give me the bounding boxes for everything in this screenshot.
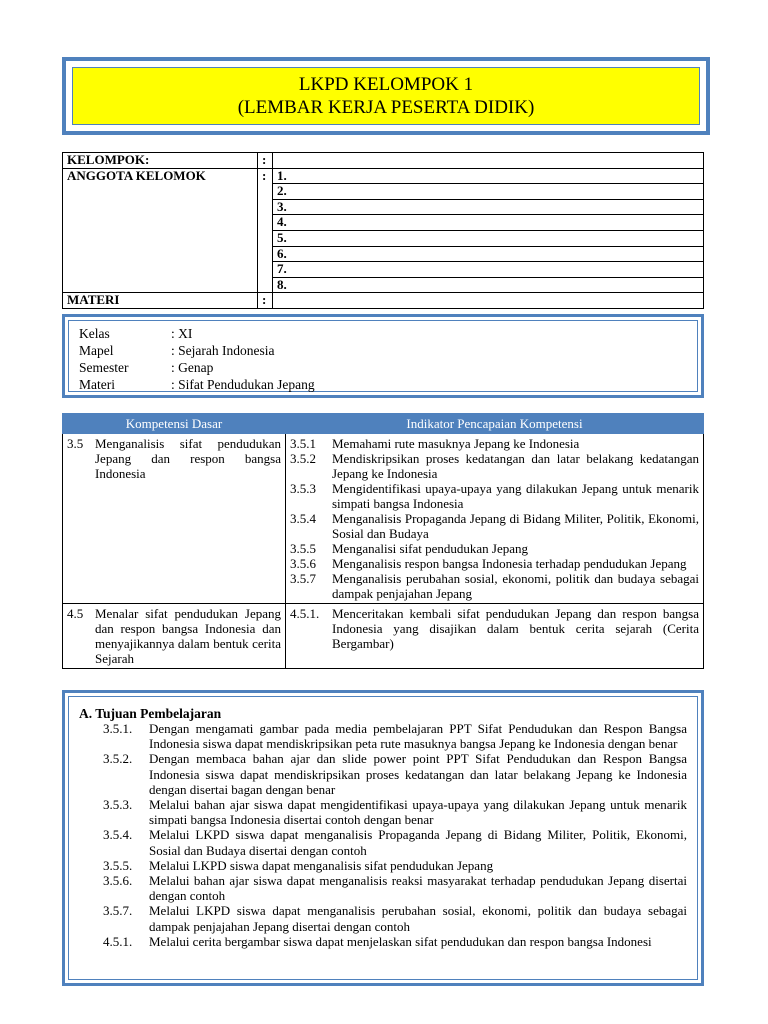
info-row-materi [79,377,315,393]
indicator-item: 3.5.7 Menganalisis perubahan sosial, ekonomi, politik dan budaya sebagai dampak penjajahan Jepang [290,571,699,601]
materi-field[interactable] [273,293,704,309]
member-row[interactable]: 2. [273,184,704,200]
info-row-semester [79,360,213,376]
objective-item: 3.5.7. Melalui LKPD siswa dapat menganalisis perubahan sosial, ekonomi, politik dan budaya sebagai dampak penjajahan Jepang disertai dengan contoh [103,903,687,934]
info-key: Materi [79,377,115,392]
member-row[interactable]: 7. [273,262,704,278]
member-row[interactable]: 1. [273,168,704,184]
member-row[interactable]: 8. [273,277,704,293]
indicator-item: 3.5.1 Memahami rute masuknya Jepang ke Indonesia [290,436,580,451]
group-table [62,152,704,309]
member-row[interactable]: 5. [273,230,704,246]
info-key: Semester [79,360,129,375]
member-row[interactable]: 4. [273,215,704,231]
info-value: : Sejarah Indonesia [171,343,275,358]
competency-table [62,413,704,669]
info-value: : XI [171,326,193,341]
kelompok-field[interactable] [273,153,704,169]
header-kompetensi-dasar: Kompetensi Dasar [63,414,286,434]
info-value: : Sifat Pendudukan Jepang [171,377,315,392]
objective-item: 4.5.1. Melalui cerita bergambar siswa dapat menjelaskan sifat pendudukan dan respon bangsa Indonesi [103,933,652,949]
materi-label: MATERI [63,293,258,309]
title-line-2: (LEMBAR KERJA PESERTA DIDIK) [237,97,535,118]
objective-item: 3.5.1. Dengan mengamati gambar pada media pembelajaran PPT Sifat Pendudukan dan Respon Bangsa Indonesia siswa dapat mendiskripsikan peta rute masuknya bangsa Jepang ke Indonesia dengan benar [103,721,687,752]
colon: : [258,153,273,169]
indicator-item: 3.5.2 Mendiskripsikan proses kedatangan dan latar belakang kedatangan Jepang ke Indonesia [290,451,699,481]
colon: : [258,168,273,293]
anggota-label: ANGGOTA KELOMOK [63,168,258,293]
objective-item: 3.5.6. Melalui bahan ajar siswa dapat menganalisis reaksi masyarakat terhadap pendudukan Jepang disertai dengan contoh [103,873,687,904]
kd-number: 4.5 [67,606,84,621]
objectives-heading: A. Tujuan Pembelajaran [79,706,222,721]
kd-number: 3.5 [67,436,84,451]
indicator-cell-3-5 [286,434,704,604]
colon: : [258,293,273,309]
info-row-kelas [79,326,192,342]
objective-item: 3.5.5. Melalui LKPD siswa dapat menganalisis sifat pendudukan Jepang [103,857,494,873]
objectives-list [103,721,687,949]
objective-item: 3.5.3. Melalui bahan ajar siswa dapat mengidentifikasi upaya-upaya yang dilakukan Jepang untuk menarik simpati bangsa Indonesia disertai contoh dengan benar [103,797,687,828]
class-info-box [62,314,704,398]
kd-cell-3-5 [63,434,286,604]
title-line-1: LKPD KELOMPOK 1 [298,74,474,95]
indicator-item: 3.5.5 Menganalisi sifat pendudukan Jepang [290,541,529,556]
title-banner [62,57,710,135]
indicator-cell-4-5 [286,604,704,669]
indicator-item: 3.5.4 Menganalisis Propaganda Jepang di Bidang Militer, Politik, Ekonomi, Sosial dan Budaya [290,511,699,541]
header-indikator: Indikator Pencapaian Kompetensi [286,414,704,434]
info-value: : Genap [171,360,214,375]
kd-text: Menganalisis sifat pendudukan Jepang dan respon bangsa Indonesia [95,436,281,481]
member-row[interactable]: 6. [273,246,704,262]
indicator-item: 3.5.3 Mengidentifikasi upaya-upaya yang dilakukan Jepang untuk menarik simpati bangsa Indonesia [290,481,699,511]
objective-item: 3.5.4. Melalui LKPD siswa dapat menganalisis Propaganda Jepang di Bidang Militer, Politik, Ekonomi, Sosial dan Budaya disertai dengan contoh [103,827,687,858]
info-key: Mapel [79,343,114,358]
indicator-item: 3.5.6 Menganalisis respon bangsa Indonesia terhadap pendudukan Jepang [290,556,687,571]
learning-objectives-box [62,690,704,986]
kelompok-label: KELOMPOK: [63,153,258,169]
objective-item: 3.5.2. Dengan membaca bahan ajar dan slide power point PPT Sifat Pendudukan dan Respon Bangsa Indonesia siswa dapat mendiskripsikan proses kedatangan dan latar belakang Jepang ke Indonesia dengan disertai bagan dengan benar [103,751,687,797]
kd-cell-4-5 [63,604,286,669]
member-row[interactable]: 3. [273,199,704,215]
kd-text: Menalar sifat pendudukan Jepang dan respon bangsa Indonesia dan menyajikannya dalam bentuk cerita Sejarah [95,606,281,666]
indicator-item: 4.5.1. Menceritakan kembali sifat pendudukan Jepang dan respon bangsa Indonesia yang disajikan dalam bentuk cerita sejarah (Cerita Bergambar) [290,606,699,651]
info-key: Kelas [79,326,110,341]
info-row-mapel [79,343,274,359]
